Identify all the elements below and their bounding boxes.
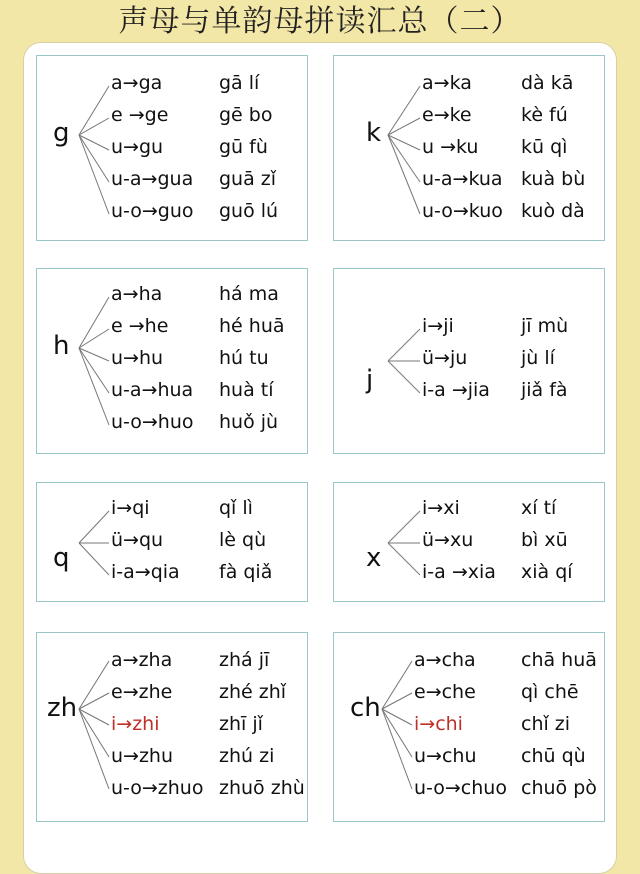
initial-letter: h bbox=[53, 331, 70, 361]
initial-letter: zh bbox=[47, 693, 78, 723]
example-word: zhú zi bbox=[219, 745, 275, 767]
combo-text: u-a→hua bbox=[111, 379, 194, 401]
combo-text: i-a→qia bbox=[111, 561, 180, 583]
combo-text: ü→ju bbox=[422, 347, 468, 369]
initial-letter: g bbox=[53, 118, 70, 148]
combo-text: i→xi bbox=[422, 497, 460, 519]
example-word: chā huā bbox=[521, 649, 597, 671]
combo-text: a→ka bbox=[422, 72, 472, 94]
example-word: huà tí bbox=[219, 379, 274, 401]
combo-text: u-o→huo bbox=[111, 411, 194, 433]
example-word: há ma bbox=[219, 283, 279, 305]
combo-text: u→zhu bbox=[111, 745, 174, 767]
example-word: gē bo bbox=[219, 104, 273, 126]
initial-letter: x bbox=[366, 543, 382, 573]
example-word: kū qì bbox=[521, 136, 568, 158]
combo-text: a→zha bbox=[111, 649, 173, 671]
combo-text: a→ga bbox=[111, 72, 163, 94]
example-word: gā lí bbox=[219, 72, 260, 94]
combo-text: ü→qu bbox=[111, 529, 164, 551]
example-word: xí tí bbox=[521, 497, 557, 519]
combo-text: u-a→gua bbox=[111, 168, 194, 190]
page-title: 声母与单韵母拼读汇总（二） bbox=[118, 4, 522, 39]
example-word: zhuō zhù bbox=[219, 777, 305, 799]
example-word: hé huā bbox=[219, 315, 285, 337]
card-j bbox=[333, 268, 605, 454]
combo-text: u-a→kua bbox=[422, 168, 503, 190]
example-word: kè fú bbox=[521, 104, 568, 126]
combo-text: u-o→zhuo bbox=[111, 777, 204, 799]
combo-text: e→che bbox=[414, 681, 476, 703]
example-word: zhá jī bbox=[219, 649, 270, 671]
example-word: hú tu bbox=[219, 347, 269, 369]
initial-letter: j bbox=[366, 365, 374, 395]
combo-text: i-a →xia bbox=[422, 561, 496, 583]
example-word: jù lí bbox=[521, 347, 555, 369]
card-k bbox=[333, 55, 605, 241]
combo-text: u→hu bbox=[111, 347, 164, 369]
example-word: xià qí bbox=[521, 561, 573, 583]
branch-lines bbox=[334, 269, 606, 455]
combo-text: i-a →jia bbox=[422, 379, 490, 401]
example-word: jiǎ fà bbox=[521, 379, 568, 401]
example-word: chū qù bbox=[521, 745, 586, 767]
example-word: zhé zhǐ bbox=[219, 681, 287, 703]
combo-text: i→ji bbox=[422, 315, 454, 337]
combo-text: e→ke bbox=[422, 104, 472, 126]
combo-text: u-o→kuo bbox=[422, 200, 503, 222]
example-word: fà qiǎ bbox=[219, 561, 273, 583]
example-word: bì xū bbox=[521, 529, 568, 551]
combo-text: e→zhe bbox=[111, 681, 173, 703]
combo-text: u-o→chuo bbox=[414, 777, 507, 799]
example-word: dà kā bbox=[521, 72, 574, 94]
combo-text: a→ha bbox=[111, 283, 163, 305]
card-h bbox=[36, 268, 308, 454]
initial-letter: k bbox=[366, 118, 382, 148]
initial-letter: ch bbox=[350, 693, 381, 723]
combo-text: ü→xu bbox=[422, 529, 474, 551]
combo-text: i→qi bbox=[111, 497, 150, 519]
example-word: kuò dà bbox=[521, 200, 585, 222]
example-word: guā zǐ bbox=[219, 168, 277, 190]
combo-text: u-o→guo bbox=[111, 200, 194, 222]
example-word: chǐ zi bbox=[521, 713, 571, 735]
combo-text: e →he bbox=[111, 315, 169, 337]
combo-text: u→gu bbox=[111, 136, 164, 158]
combo-text: e →ge bbox=[111, 104, 169, 126]
card-g bbox=[36, 55, 308, 241]
combo-text-highlight: i→chi bbox=[414, 713, 463, 735]
example-word: lè qù bbox=[219, 529, 267, 551]
example-word: qǐ lì bbox=[219, 497, 253, 519]
card-ch bbox=[333, 632, 605, 822]
combo-text-highlight: i→zhi bbox=[111, 713, 160, 735]
card-x bbox=[333, 482, 605, 602]
example-word: qì chē bbox=[521, 681, 579, 703]
card-q bbox=[36, 482, 308, 602]
example-word: zhī jǐ bbox=[219, 713, 263, 735]
combo-text: u →ku bbox=[422, 136, 479, 158]
example-word: guō lú bbox=[219, 200, 279, 222]
combo-text: u→chu bbox=[414, 745, 477, 767]
example-word: jī mù bbox=[521, 315, 569, 337]
example-word: gū fù bbox=[219, 136, 268, 158]
initial-letter: q bbox=[53, 543, 70, 573]
branch-lines bbox=[37, 483, 309, 603]
combo-text: a→cha bbox=[414, 649, 476, 671]
example-word: kuà bù bbox=[521, 168, 586, 190]
example-word: chuō pò bbox=[521, 777, 597, 799]
example-word: huǒ jù bbox=[219, 411, 279, 433]
card-zh bbox=[36, 632, 308, 822]
